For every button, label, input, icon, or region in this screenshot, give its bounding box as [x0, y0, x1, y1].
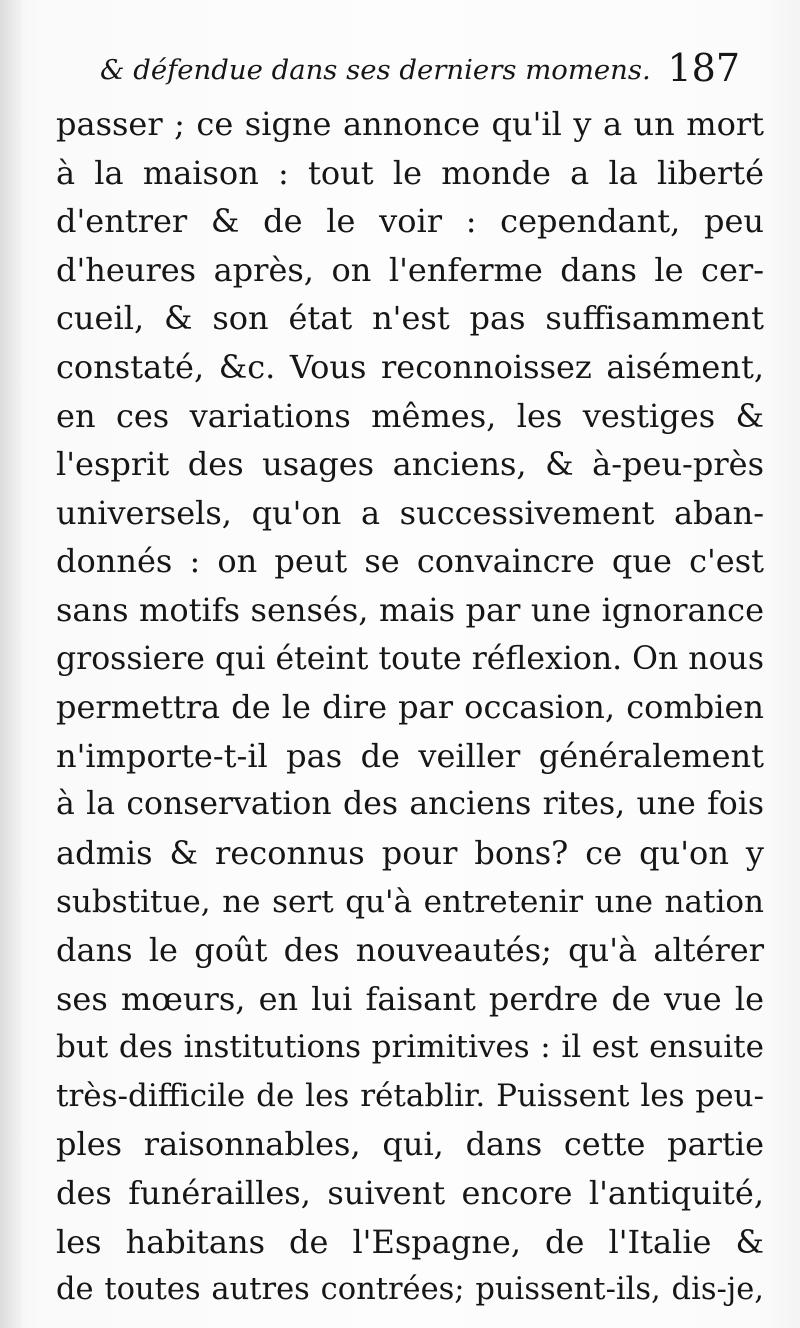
running-head-title: & défendue dans ses derniers momens.: [100, 54, 651, 86]
text-line: but des institutions primitives : il est ensuite: [56, 1029, 764, 1066]
text-line: en ces variations mêmes, les vestiges &: [56, 396, 764, 435]
text-line: très-difficile de les rétablir. Puissent les peu-: [56, 1077, 764, 1114]
text-line: grossiere qui éteint toute réflexion. On nous: [56, 640, 764, 677]
page-gutter-shadow: [0, 0, 22, 1328]
text-line: les habitans de l'Espagne, de l'Italie &: [56, 1222, 764, 1261]
text-line: d'entrer & de le voir : cependant, peu: [56, 202, 764, 241]
text-line: permettra de le dire par occasion, combien: [56, 688, 764, 727]
text-line: donnés : on peut se convaincre que c'est: [56, 542, 764, 581]
text-line: sans motifs sensés, mais par une ignorance: [56, 590, 764, 629]
text-line: des funérailles, suivent encore l'antiquité,: [56, 1174, 764, 1213]
text-line: ses mœurs, en lui faisant perdre de vue le: [56, 979, 764, 1018]
body-text: [56, 100, 764, 1315]
text-line: constaté, &c. Vous reconnoissez aisément,: [56, 347, 764, 386]
text-line: de toutes autres contrées; puissent-ils, dis-je,: [56, 1272, 764, 1308]
text-line: l'esprit des usages anciens, & à-peu-près: [56, 445, 764, 484]
text-line: admis & reconnus pour bons? ce qu'on y: [56, 833, 764, 872]
text-line: ples raisonnables, qui, dans cette partie: [56, 1125, 764, 1164]
running-head: [100, 38, 760, 98]
text-line: d'heures après, on l'enferme dans le cer-: [56, 250, 764, 289]
text-line: passer ; ce signe annonce qu'il y a un mort: [56, 105, 764, 143]
text-line: n'importe-t-il pas de veiller généralement: [56, 736, 764, 775]
text-line: substitue, ne sert qu'à entretenir une nation: [56, 883, 764, 920]
text-line: dans le goût des nouveautés; qu'à altérer: [56, 931, 764, 970]
text-line: à la conservation des anciens rites, une fois: [56, 786, 764, 823]
text-line: universels, qu'on a successivement aban-: [56, 493, 764, 532]
page-number: 187: [667, 46, 740, 90]
text-line: cueil, & son état n'est pas suffisamment: [56, 299, 764, 338]
text-line: à la maison : tout le monde a la liberté: [56, 153, 764, 192]
